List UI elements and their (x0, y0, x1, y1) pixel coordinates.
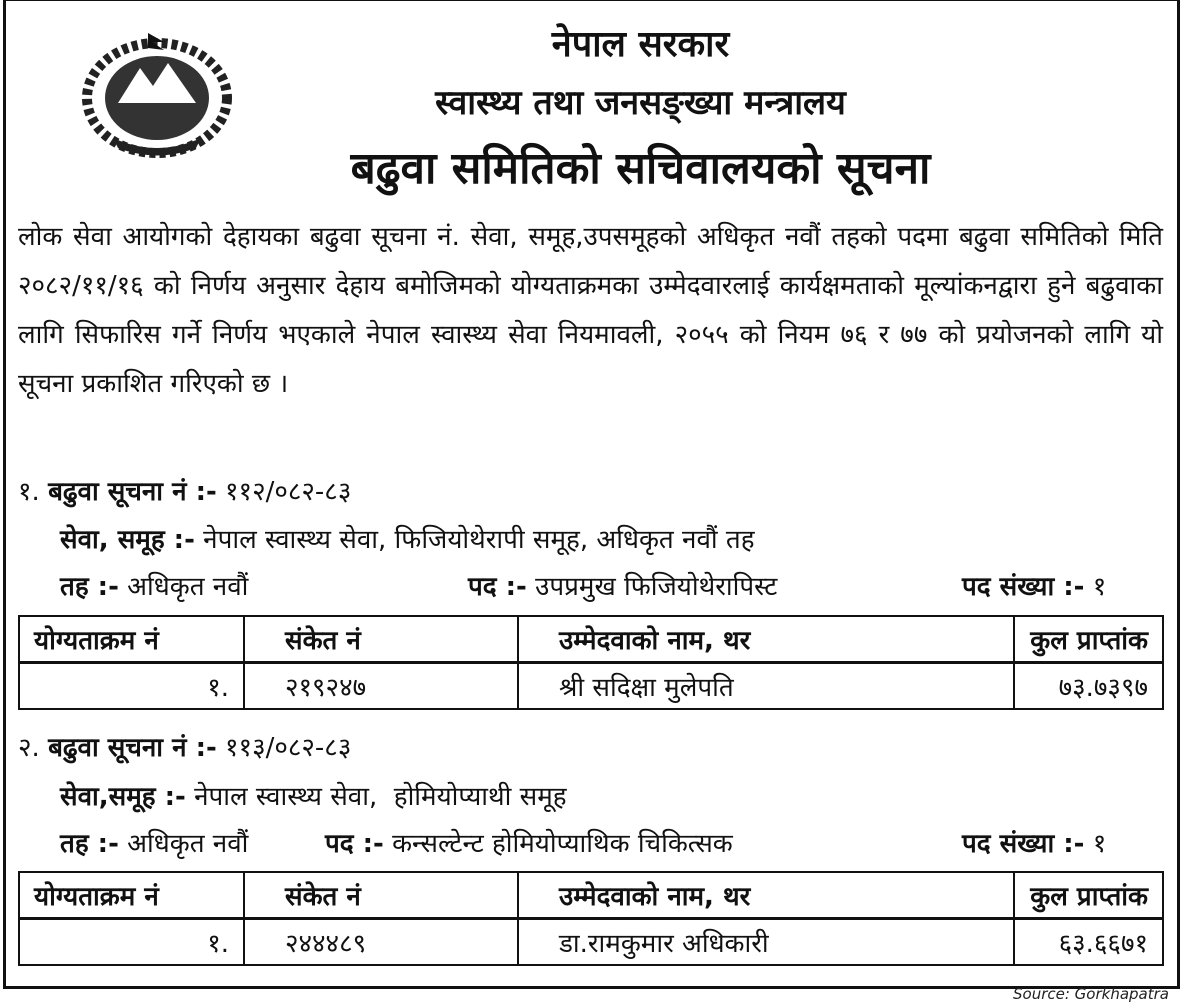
notice-number: ११२/०८२-८३ (225, 477, 352, 507)
header-name: उम्मेदवाको नाम, थर (518, 616, 1014, 663)
section-2-table (18, 871, 1164, 966)
section-number: १. (18, 477, 40, 507)
header-code: संकेत नं (244, 872, 518, 919)
cell-name: डा.रामकुमार अधिकारी (518, 919, 1014, 966)
level-value: अधिकृत नवौं (127, 572, 249, 602)
post-label: पद :- (468, 572, 527, 602)
table-header-row (19, 872, 1163, 919)
level-label: तह :- (60, 829, 119, 859)
service-label: सेवा, समूह :- (60, 525, 195, 555)
notice-number: ११३/०८२-८३ (225, 733, 352, 763)
count-label: पद संख्या :- (962, 829, 1085, 859)
section-number: २. (18, 733, 40, 763)
ministry-heading: स्वास्थ्य तथा जनसङ्ख्या मन्त्रालय (435, 83, 846, 123)
service-value: नेपाल स्वास्थ्य सेवा, फिजियोथेरापी समूह, अधिकृत नवौं तह (203, 525, 755, 555)
header-code: संकेत नं (244, 616, 518, 663)
cell-total-marks: ७३.७३९७ (1014, 663, 1163, 710)
intro-paragraph: लोक सेवा आयोगको देहायका बढुवा सूचना नं. सेवा, समूह,उपसमूहको अधिकृत नवौं तहको पदमा बढुवा समितिको मिति २०८२/११/१६ को निर्णय अनुसार देहाय बमोजिमको योग्यताक्रमका उम्मेदवारलाई कार्यक्षमताको मूल्यांकनद्वारा हुने बढुवाका लागि सिफारिस गर्ने निर्णय भएकाले नेपाल स्वास्थ्य सेवा नियमावली, २०५५ को नियम ७६ र ७७ को प्रयोजनको लागि यो सूचना प्रकाशित गरिएको छ । (18, 222, 1163, 399)
header-rank: योग्यताक्रम नं (19, 616, 244, 663)
cell-total-marks: ६३.६६७१ (1014, 919, 1163, 966)
section-2-notice-line (18, 728, 351, 764)
notice-label: बढुवा सूचना नं :- (48, 733, 217, 763)
header-total-marks: कुल प्राप्तांक (1014, 616, 1163, 663)
cell-rank: १. (19, 919, 244, 966)
table-header-row (19, 616, 1163, 663)
table-row (19, 919, 1163, 966)
cell-rank: १. (19, 663, 244, 710)
count-label: पद संख्या :- (962, 572, 1085, 602)
cell-name: श्री सदिक्षा मुलेपति (518, 663, 1014, 710)
post-value: उपप्रमुख फिजियोथेरापिस्ट (535, 572, 778, 602)
section-2-level (60, 824, 248, 860)
post-label: पद :- (325, 829, 384, 859)
cell-code: २४४४८९ (244, 919, 518, 966)
level-label: तह :- (60, 572, 119, 602)
table-row (19, 663, 1163, 710)
count-value: १ (1092, 572, 1107, 602)
source-credit: Source: Gorkhapatra (1013, 985, 1169, 1003)
header-rank: योग्यताक्रम नं (19, 872, 244, 919)
section-2-service-line (60, 777, 567, 813)
section-1-table (18, 615, 1164, 710)
section-1-post (468, 567, 777, 603)
service-label: सेवा,समूह :- (60, 782, 186, 812)
section-1-level (60, 567, 248, 603)
notice-title: बढुवा समितिको सचिवालयको सूचना (350, 143, 931, 194)
section-1-notice-line (18, 472, 351, 508)
section-1-service-line (60, 520, 755, 556)
section-2-post-count (962, 824, 1106, 860)
section-2-post (325, 824, 733, 860)
post-value: कन्सल्टेन्ट होमियोप्याथिक चिकित्सक (392, 829, 733, 859)
section-1-post-count (962, 567, 1106, 603)
header-total-marks: कुल प्राप्तांक (1014, 872, 1163, 919)
header-name: उम्मेदवाको नाम, थर (518, 872, 1014, 919)
notice-label: बढुवा सूचना नं :- (48, 477, 217, 507)
level-value: अधिकृत नवौं (127, 829, 249, 859)
count-value: १ (1092, 829, 1107, 859)
government-heading: नेपाल सरकार (551, 24, 730, 65)
cell-code: २१९२४७ (244, 663, 518, 710)
service-value: नेपाल स्वास्थ्य सेवा, होमियोप्याथी समूह (194, 782, 567, 812)
